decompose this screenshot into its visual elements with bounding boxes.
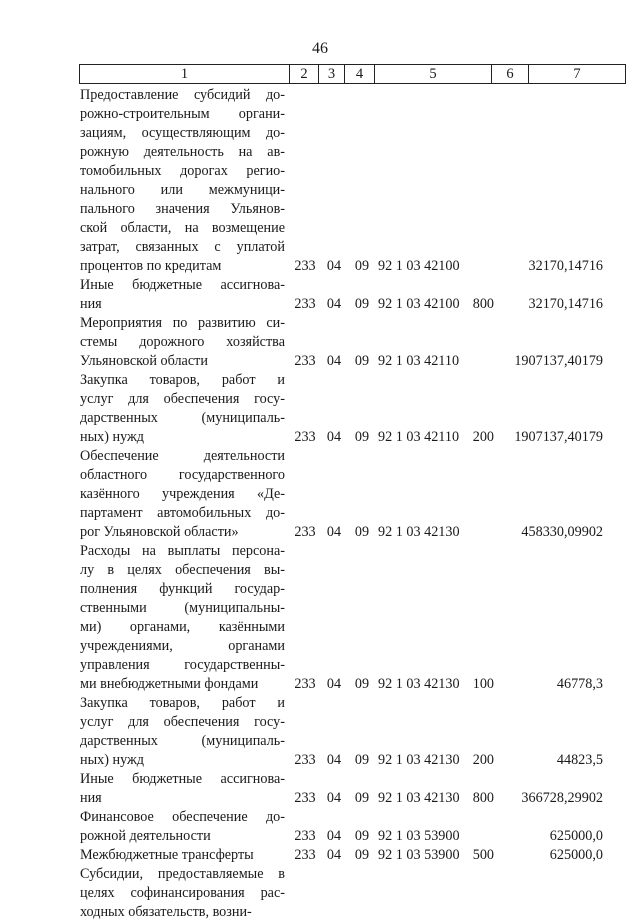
cell-2: 233 — [294, 524, 316, 540]
cell-3: 04 — [326, 296, 342, 312]
cell-4: 09 — [354, 752, 370, 768]
cell-5: 92 1 03 42130 — [378, 676, 460, 692]
cell-5: 92 1 03 42100 — [378, 258, 460, 274]
cell-3: 04 — [326, 353, 342, 369]
cell-3: 04 — [326, 676, 342, 692]
cell-7: 1907137,40179 — [514, 353, 603, 369]
header-cell-1: 1 — [80, 65, 290, 83]
description-line: стемы дорожного хозяйства — [80, 334, 285, 350]
cell-7: 458330,09902 — [521, 524, 603, 540]
description-line: процентов по кредитам — [80, 258, 222, 274]
description-line: ния — [80, 296, 102, 312]
cell-6: 200 — [472, 429, 494, 445]
description-line: рог Ульяновской области» — [80, 524, 239, 540]
cell-7: 44823,5 — [556, 752, 603, 768]
cell-2: 233 — [294, 258, 316, 274]
description-line: учреждениями, органами — [80, 638, 285, 654]
row-description — [80, 770, 285, 808]
description-line: Иные бюджетные ассигнова- — [80, 277, 285, 293]
row-description — [80, 314, 285, 371]
row-description — [80, 86, 285, 276]
cell-3: 04 — [326, 847, 342, 863]
description-line: Субсидии, предоставляемые в — [80, 866, 285, 882]
row-description — [80, 542, 285, 694]
header-cell-7: 7 — [573, 66, 581, 82]
cell-7: 32170,14716 — [528, 258, 603, 274]
cell-2: 233 — [294, 847, 316, 863]
cell-7: 32170,14716 — [528, 296, 603, 312]
page-number: 46 — [312, 40, 328, 57]
description-line: Закупка товаров, работ и — [80, 695, 285, 711]
cell-5: 92 1 03 53900 — [378, 847, 460, 863]
row-description — [80, 371, 285, 447]
description-line: ми) органами, казёнными — [80, 619, 285, 635]
cell-5: 92 1 03 42130 — [378, 524, 460, 540]
cell-4: 09 — [354, 524, 370, 540]
cell-4: 09 — [354, 828, 370, 844]
description-line: Предоставление субсидий до- — [80, 87, 285, 103]
description-line: Расходы на выплаты персона- — [80, 543, 285, 559]
cell-3: 04 — [326, 790, 342, 806]
cell-4: 09 — [354, 353, 370, 369]
cell-2: 233 — [294, 296, 316, 312]
description-line: рожно-строительным органи- — [80, 106, 285, 122]
cell-2: 233 — [294, 752, 316, 768]
cell-5: 92 1 03 42110 — [378, 353, 460, 369]
description-line: ния — [80, 790, 102, 806]
cell-4: 09 — [354, 847, 370, 863]
description-line: ственными (муниципальны- — [80, 600, 285, 616]
cell-6: 100 — [472, 676, 494, 692]
header-cell-6: 6 — [492, 65, 529, 83]
description-line: управления государственны- — [80, 657, 285, 673]
cell-5: 92 1 03 42130 — [378, 752, 460, 768]
description-line: Финансовое обеспечение до- — [80, 809, 285, 825]
description-line: услуг для обеспечения госу- — [80, 391, 285, 407]
cell-5: 92 1 03 42110 — [378, 429, 460, 445]
cell-4: 09 — [354, 258, 370, 274]
cell-7: 625000,0 — [549, 828, 603, 844]
description-line: рожной деятельности — [80, 828, 211, 844]
description-line: Закупка товаров, работ и — [80, 372, 285, 388]
cell-7: 46778,3 — [556, 676, 603, 692]
cell-5: 92 1 03 42100 — [378, 296, 460, 312]
cell-5: 92 1 03 53900 — [378, 828, 460, 844]
cell-7: 1907137,40179 — [514, 429, 603, 445]
cell-4: 09 — [354, 790, 370, 806]
description-line: ми внебюджетными фондами — [80, 676, 259, 692]
cell-6: 500 — [472, 847, 494, 863]
description-line: ской области, на возмещение — [80, 220, 285, 236]
cell-3: 04 — [326, 258, 342, 274]
description-line: ных) нужд — [80, 429, 145, 445]
description-line: ных) нужд — [80, 752, 145, 768]
description-line: партамент автомобильных до- — [80, 505, 285, 521]
description-line: полнения функций государ- — [80, 581, 285, 597]
table-header-row — [79, 64, 626, 84]
row-description — [80, 694, 285, 770]
description-line: лу в целях обеспечения вы- — [80, 562, 285, 578]
cell-3: 04 — [326, 524, 342, 540]
cell-7: 366728,29902 — [521, 790, 603, 806]
cell-4: 09 — [354, 676, 370, 692]
description-line: зациям, осуществляющим до- — [80, 125, 285, 141]
description-line: Мероприятия по развитию си- — [80, 315, 285, 331]
cell-4: 09 — [354, 429, 370, 445]
cell-6: 800 — [472, 296, 494, 312]
description-line: дарственных (муниципаль- — [80, 410, 285, 426]
description-line: дарственных (муниципаль- — [80, 733, 285, 749]
description-line: пального значения Ульянов- — [80, 201, 285, 217]
cell-2: 233 — [294, 429, 316, 445]
row-description — [80, 276, 285, 314]
row-description — [80, 846, 285, 865]
description-line: Обеспечение деятельности — [80, 448, 285, 464]
cell-6: 800 — [472, 790, 494, 806]
description-line: нального или межмуници- — [80, 182, 285, 198]
header-cell-3: 3 — [319, 65, 345, 83]
cell-2: 233 — [294, 676, 316, 692]
header-cell-2: 2 — [290, 65, 319, 83]
description-line: ходных обязательств, возни- — [80, 904, 252, 920]
description-line: целях софинансирования рас- — [80, 885, 285, 901]
description-line: услуг для обеспечения госу- — [80, 714, 285, 730]
description-line: затрат, связанных с уплатой — [80, 239, 285, 255]
cell-4: 09 — [354, 296, 370, 312]
cell-6: 200 — [472, 752, 494, 768]
description-line: казённого учреждения «Де- — [80, 486, 285, 502]
description-line: Ульяновской области — [80, 353, 208, 369]
cell-3: 04 — [326, 752, 342, 768]
cell-2: 233 — [294, 353, 316, 369]
description-line: Межбюджетные трансферты — [80, 847, 254, 863]
cell-7: 625000,0 — [549, 847, 603, 863]
row-description — [80, 447, 285, 542]
description-line: областного государственного — [80, 467, 285, 483]
description-line: рожную деятельность на ав- — [80, 144, 285, 160]
header-cell-4: 4 — [345, 65, 375, 83]
header-cell-5: 5 — [375, 65, 492, 83]
row-description — [80, 808, 285, 846]
cell-2: 233 — [294, 828, 316, 844]
cell-3: 04 — [326, 828, 342, 844]
cell-5: 92 1 03 42130 — [378, 790, 460, 806]
row-description — [80, 865, 285, 922]
description-line: томобильных дорогах регио- — [80, 163, 285, 179]
cell-3: 04 — [326, 429, 342, 445]
description-line: Иные бюджетные ассигнова- — [80, 771, 285, 787]
cell-2: 233 — [294, 790, 316, 806]
